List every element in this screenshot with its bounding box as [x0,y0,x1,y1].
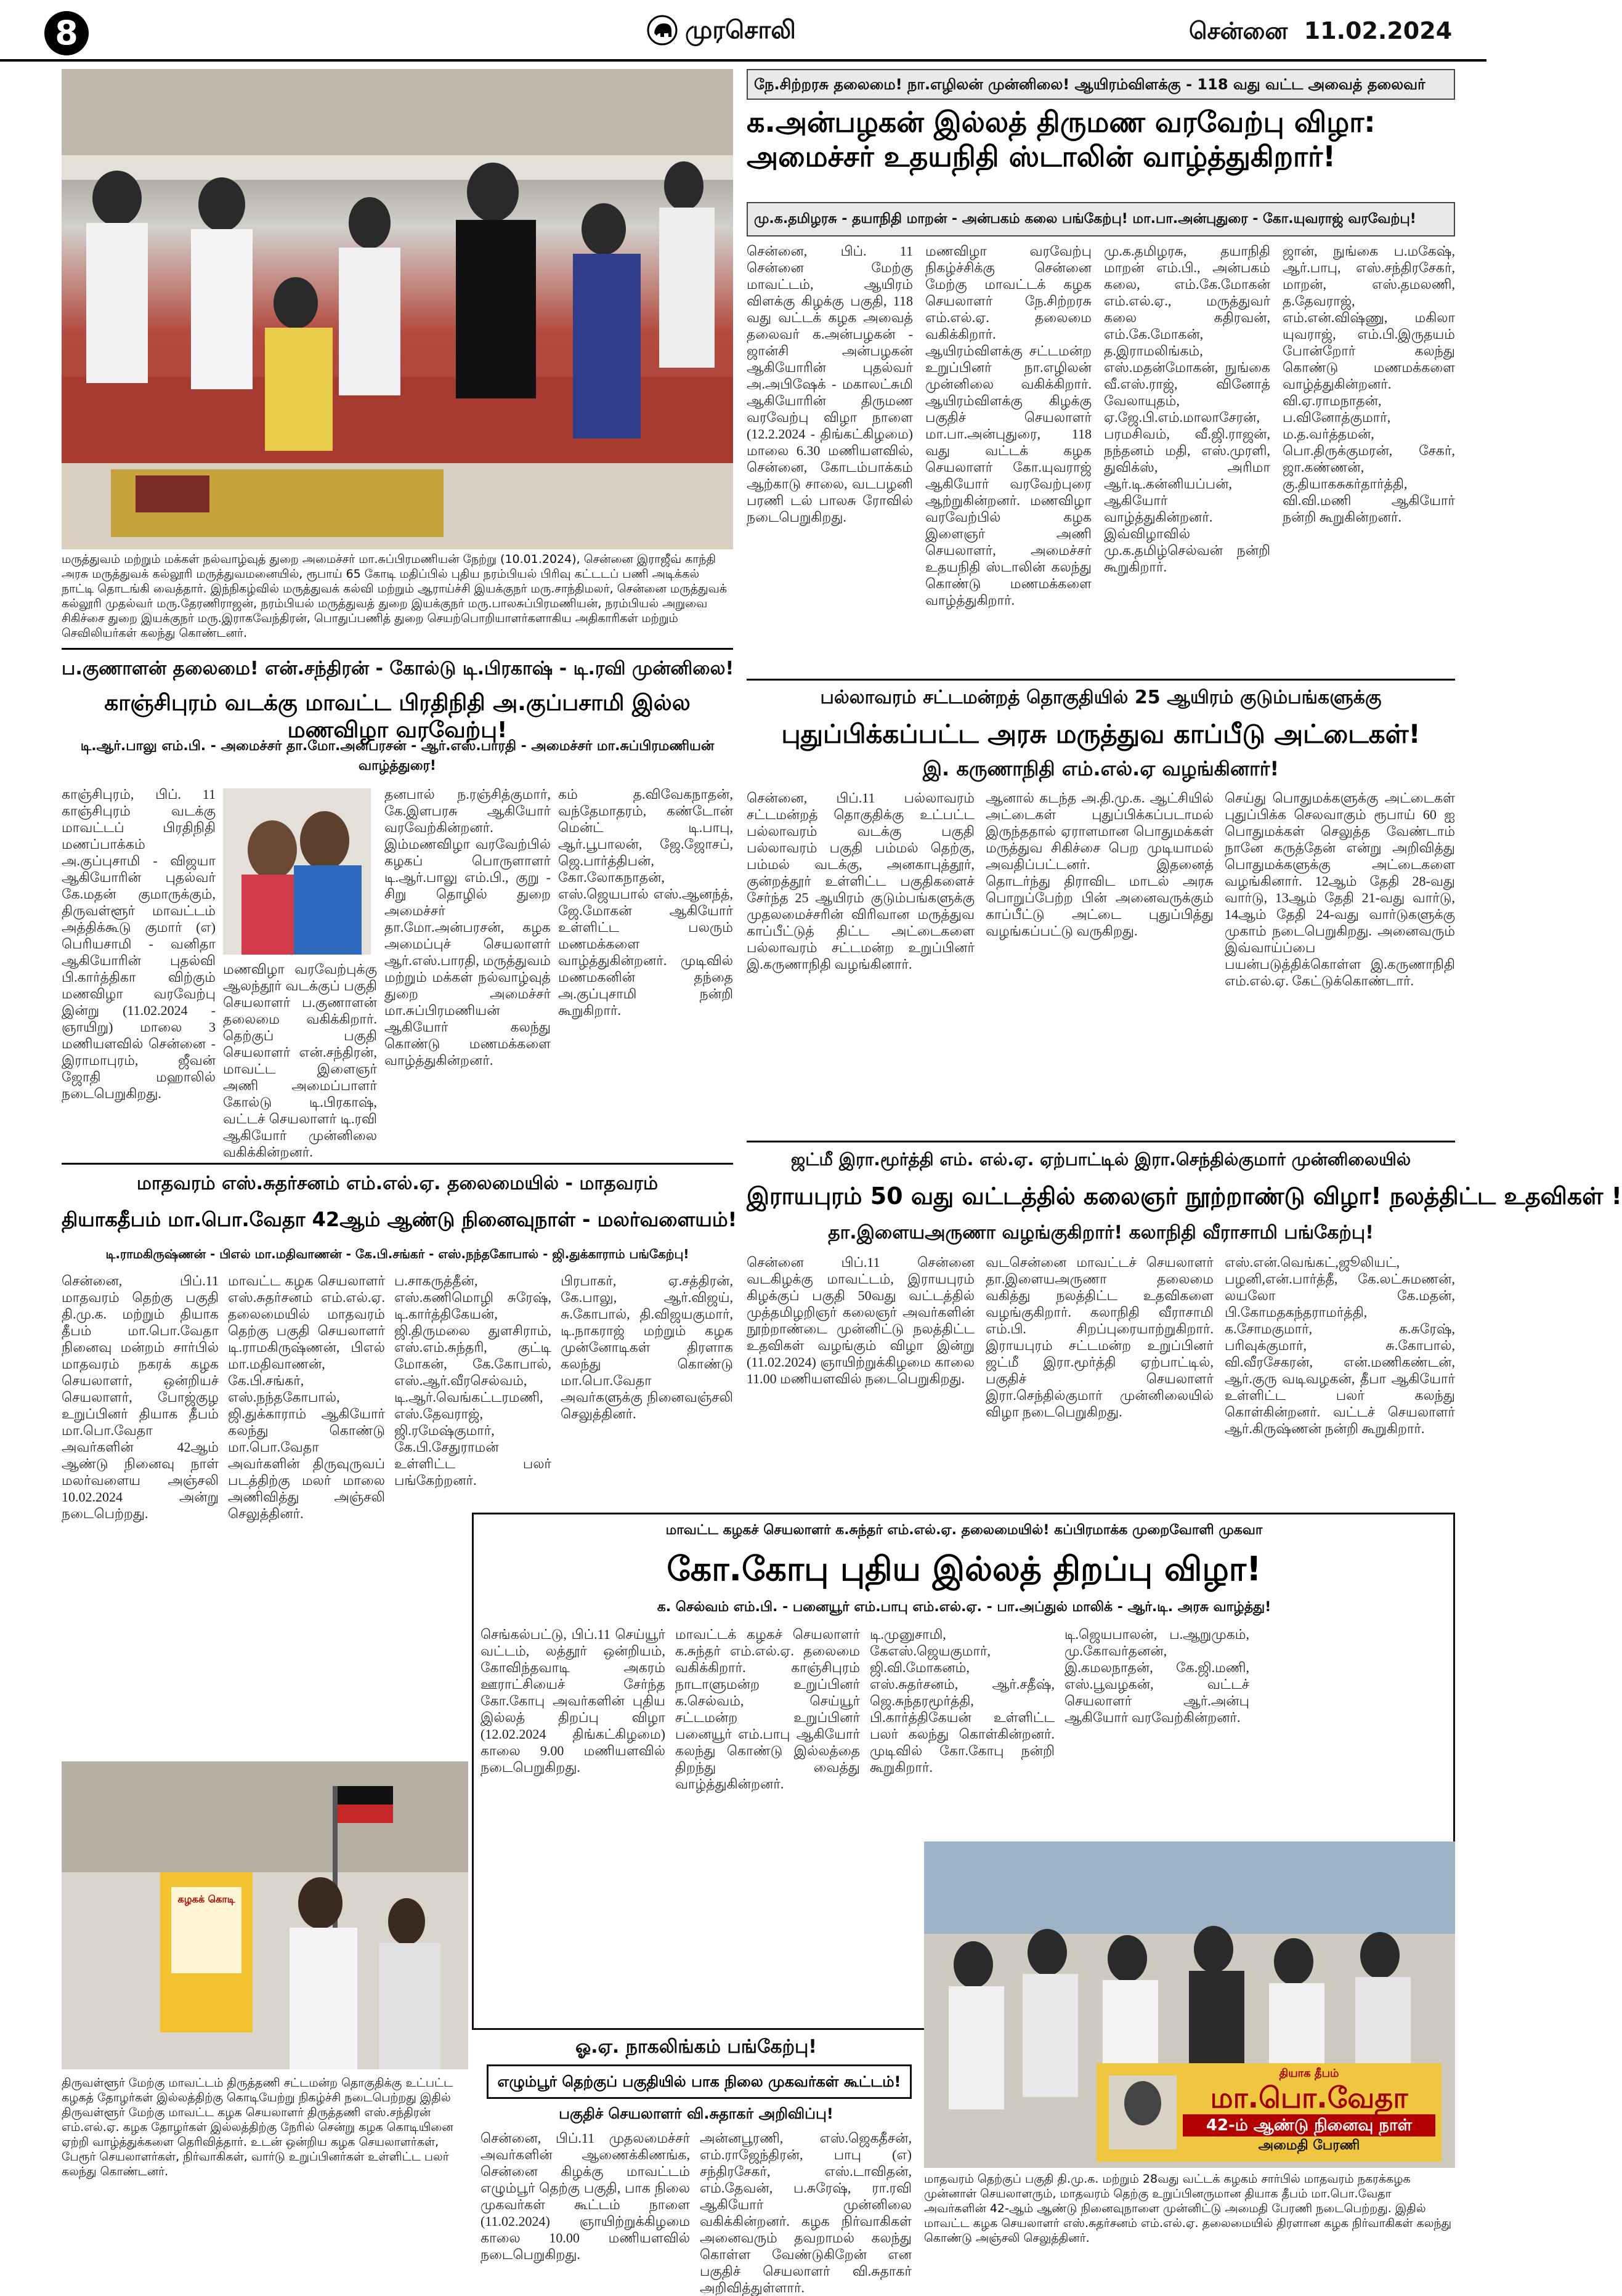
elephant-logo-icon [647,15,678,46]
flag-hoisting-scene-graphic [62,1761,468,2069]
section-divider [747,1141,1455,1142]
story1-kicker-bar [747,69,1455,100]
banner-event: 42-ம் ஆண்டு நினைவு நாள் [1183,2114,1435,2136]
story6-kicker: மாவட்ட கழகச் செயலாளர் க.சுந்தர் எம்.எல்.ஏ. தலைமையில்! கப்பிரமாக்க முறைவோளி முகவா [665,1522,1263,1538]
story3-headline: புதுப்பிக்கப்பட்ட அரசு மருத்துவ காப்பீடு அட்டைகள்! [781,719,1421,749]
flag-hoisting-caption: திருவள்ளூர் மேற்கு மாவட்டம் திருத்தணி சட்டமன்ற தொகுதிக்கு உட்பட்ட கழகத் தோழர்கள் இல்லத்திற்கு கொடியேற்று நிகழ்ச்சி நடைபெற்றது இதில் திருவள்ளூர் மேற்கு மாவட்ட கழக செயலாளர் திருத்தணி எஸ்.சந்திரன் எம்.எல்.ஏ. கழக தோழர்கள் இல்லத்திற்கு நேரில் சென்று கழக கொடியினை ஏற்றி வாழ்த்துக்களை தெரிவித்தார். உடன் ஒன்றிய கழக செயலாளர்கள், பேரூர் செயலாளர்கள், நிர்வாகிகள், வார்டு உறுப்பினர்கள் உள்ளிட்ட பலர் கலந்து கொண்டனர். [62,2076,453,2178]
story2-headline: காஞ்சிபுரம் வடக்கு மாவட்ட பிரதிநிதி அ.குப்பசாமி இல்ல மணவிழா வரவேற்பு! [104,690,691,743]
story4-subhead: தா.இளையஅருணா வழங்குகிறார்! கலாநிதி வீராசாமி பங்கேற்பு! [828,1222,1374,1243]
story2-subhead: டி.ஆர்.பாலு எம்.பி. - அமைச்சர் தா.மோ.அன்பரசன் - ஆர்.எஸ்.பாரதி - அமைச்சர் மா.சுப்பிரமணியன் வாழ்த்துரை! [80,738,715,774]
story6-column-4: டி.ஜெயபாலன், ப.ஆறுமுகம், மு.கோவர்தனன், இ.கமலநாதன், கே.ஜி.மணி, எஸ்.பூவழகன், வட்டச் செயலாளர் ஆர்.அன்பு ஆகியோர் வரவேற்கின்றனர். [1064,1627,1249,1725]
page-number: 8 [55,14,78,52]
section-divider [62,648,733,650]
city-date: சென்னை 11.02.2024 [1189,17,1453,44]
story2-column-4: கம் த.விவேகநாதன், வந்தேமாதரம், கண்டோன் மென்ட் டி.பாபு, ஆர்.பூபாலன், ஜே.ஜோசப், ஜெ.பார்த்திபன், கோ.லோகநாதன், எஸ்.ஜெயபால் எஸ்.ஆனந்த், ஜே.மோகன் ஆகியோர் உள்ளிட்ட பலரும் மணமக்களை வாழ்த்துகின்றனர். முடிவில் மணமகனின் தந்தை அ.குப்புசாமி நன்றி கூறுகிறார். [558,786,733,1018]
couple-portrait-graphic [223,788,371,955]
story7-subhead: பகுதிச் செயலாளர் வி.சுதாகர் அறிவிப்பு! [559,2105,833,2122]
story5-kicker: மாதவரம் எஸ்.சுதர்சனம் எம்.எல்.ஏ. தலைமையில் - மாதவரம் [136,1173,659,1194]
peace-rally-photo [924,1841,1455,2168]
masthead-rule [0,59,1486,62]
banner-sub: அமைதி பேரணி [1258,2138,1360,2153]
story7-column-2: அன்னபூரணி, எஸ்.ஜெகதீசன், எம்.ராஜேந்திரன், பாபு (எ) சந்திரசேகர், எஸ்.டாவிதன், எம்.தேவன், ப.சுரேஷ், ரா.ரவி ஆகியோர் முன்னிலை வகிக்கின்றனர். கழக நிர்வாகிகள் அனைவரும் தவறாமல் கலந்து கொள்ள வேண்டுகிறேன் என பகுதிச் செயலாளர் வி.சுதாகர் அறிவித்துள்ளார். [700,2130,912,2295]
story5-column-1: சென்னை, பிப்.11 மாதவரம் தெற்கு பகுதி தி.மு.க. மற்றும் தியாக தீபம் மா.பொ.வேதா நினைவு மன்றம் சார்பில் மாதவரம் நகரக் கழக செயலாளர், ஒன்றியச் செயலாளர், போஜ்குழ உறுப்பினர் தியாக தீபம் மா.பொ.வேதா அவர்களின் 42ஆம் ஆண்டு நினைவு நாள் மலர்வளைய அஞ்சலி 10.02.2024 அன்று நடைபெற்றது. [62,1273,219,1521]
story2-column-3: தனபால் ந.ரஞ்சித்குமார், கே.இளபரசு ஆகியோர் வரவேற்கின்றனர். இம்மணவிழா வரவேற்பில் கழகப் பொருளாளர் டி.ஆர்.பாலு எம்.பி., குறு - சிறு தொழில் துறை அமைச்சர் தா.மோ.அன்பரசன், கழக அமைப்புச் செயலாளர் ஆர்.எஸ்.பாரதி, மருத்துவம் மற்றும் மக்கள் நல்வாழ்வுத் துறை அமைச்சர் மா.சுப்பிரமணியன் ஆகியோர் கலந்து கொண்டு மணமக்களை வாழ்த்துகின்றனர். [384,786,551,1068]
section-divider [62,1163,733,1165]
story4-column-3: எஸ்.என்.வெங்கட்,ஜூலியட், பழனி,என்.பார்த்தீ, கே.லட்சுமணன், லயலோ கே.மதன், பி.கோமதகந்தராமர்த்தி, க.சோமகுமார், க.சுரேஷ், பரிவுக்குமார், சு.கோபால், வி.வீரசேகரன், என்.மணிகண்டன், ஆர்.குரு வடிவழகன், தீபா ஆகியோர் உள்ளிட்ட பலர் கலந்து கொள்கின்றனர். வட்டச் செயலாளர் ஆர்.கிருஷ்ணன் நன்றி கூறுகிறார். [1225,1255,1455,1436]
story5-subhead: டி.ராமகிருஷ்ணன் - பிஎல் மா.மதிவாணன் - கே.பி.சங்கர் - எஸ்.நந்தகோபால் - ஜி.துக்காராம் பங்கேற்பு! [105,1247,689,1261]
ceremony-scene-graphic [62,69,733,549]
story6-column-3: டி.முனுசாமி, கேஎஸ்.ஜெயகுமார், ஜி.வி.மோகனம், எஸ்.சுதர்சனம், ஆர்.சதீஷ், ஜெ.சுந்தரமூர்த்தி, பி.கார்த்திகேயன் உள்ளிட்ட பலர் கலந்து கொள்கின்றனர். முடிவில் கோ.கோபு நன்றி கூறுகிறார். [870,1627,1055,1775]
story1-column-3: மு.க.தமிழரசு, தயாநிதி மாறன் எம்.பி., அன்பகம் கலை, எம்.கே.மோகன் எம்.எல்.ஏ., மருத்துவர் கலை கதிரவன், எம்.கே.மோகன், த.இராமலிங்கம், எஸ்.மதன்மோகன், நுங்கை வீ.எஸ்.ராஜ், வினோத் வேலாயுதம், ஏ.ஜே.பி.எம்.மாலாசேரன், பரமசிவம், வீ.ஜி.ராஜன், நந்தனம் மதி, எஸ்.முரளி, துவிக்ஸ், அரிமா ஆர்.டி.கன்னியப்பன், ஆகியோர் வாழ்த்துகின்றனர். இவ்விழாவில் மு.க.தமிழ்செல்வன் நன்றி கூறுகிறார். [1104,243,1270,575]
banner-name: மா.பொ.வேதா [1210,2081,1408,2114]
paper-name: முரசொலி [685,16,796,44]
plaque-label: கழகக் கொடி [177,1893,235,1905]
peace-rally-caption: மாதவரம் தெற்குப் பகுதி தி.மு.க. மற்றும் 28வது வட்டக் கழகம் சார்பில் மாதவரம் நகரக்கழக முன்னாள் செயலாளரும், மாதவரம் தெற்கு உறுப்பினருமான தியாக தீபம் மா.பொ.வேதா அவர்களின் 42-ஆம் ஆண்டு நினைவுநாளை முன்னிட்டு அமைதி பேரணி நடைபெற்றது. இதில் மாவட்ட கழக செயலாளர் எஸ்.சுதர்சனம் எம்.எல்.ஏ. தலைமையில் திரளான கழக நிர்வாகிகள் கலந்து கொண்டு அஞ்சலி செலுத்தினர். [924,2172,1452,2245]
story6-subhead: க. செல்வம் எம்.பி. - பனையூர் எம்.பாபு எம்.எல்.ஏ. - பா.அப்துல் மாலிக் - ஆர்.டி. அரசு வாழ்த்து! [657,1599,1271,1615]
story3-kicker: பல்லாவரம் சட்டமன்றத் தொகுதியில் 25 ஆயிரம் குடும்பங்களுக்கு [820,687,1382,708]
story7-kicker: ஓ.ஏ. நாகலிங்கம் பங்கேற்பு! [575,2036,817,2058]
story6-column-1: செங்கல்பட்டு, பிப்.11 செய்யூர் வட்டம், லத்தூர் ஒன்றியம், கோவிந்தவாடி அகரம் ஊராட்சியைச் சேர்ந்த கோ.கோபு அவர்களின் புதிய இல்லத் திறப்பு விழா (12.02.2024 திங்கட்கிழமை) காலை 9.00 மணியளவில் நடைபெறுகிறது. [481,1627,665,1775]
story5-column-3: ப.சாகருத்தீன், எஸ்.கணிமொழி சுரேஷ், டி.கார்த்திகேயன், ஜி.திருமலை துளசிராம், எஸ்.எம்.சுந்தரி, குட்டி மோகன், கே.கோபால், எஸ்.ஆர்.வீரசெல்வம், டி.ஆர்.வெங்கட்டரமணி, எஸ்.தேவராஜ், ஜி.ரமேஷ்குமார், கே.பி.சேதுராமன் உள்ளிட்ட பலர் பங்கேற்றனர். [394,1273,551,1488]
story2-column-1: காஞ்சிபுரம், பிப். 11 காஞ்சிபுரம் வடக்கு மாவட்டப் பிரதிநிதி மணப்பாக்கம் அ.குப்புசாமி - விஜயா ஆகியோரின் புதல்வர் கே.மதன் குமாருக்கும், திருவள்ளூர் மாவட்டம் அத்திக்கூடு குமார் (எ) பெரியசாமி - வனிதா ஆகியோரின் புதல்வி பி.கார்த்திகா விற்கும் மணவிழா வரவேற்பு இன்று (11.02.2024 - ஞாயிறு) மாலை 3 மணியளவில் சென்னை - இராமாபுரம், ஜீவன் ஜோதி மஹாலில் நடைபெறுகிறது. [62,786,216,1101]
story1-kicker: நே.சிற்றரசு தலைமை! நா.எழிலன் முன்னிலை! ஆயிரம்விளக்கு - 118 வது வட்ட அவைத் தலைவர் [754,76,1425,93]
story5-column-2: மாவட்ட கழக செயலாளர் எஸ்.சுதர்சனம் எம்.எல்.ஏ. தலைமையில் மாதவரம் தெற்கு பகுதி செயலாளர் டி.ராமகிருஷ்ணன், பிஎல் மா.மதிவாணன், கே.பி.சங்கர், எஸ்.நந்தகோபால், ஜி.துக்காராம் ஆகியோர் கலந்து கொண்டு மா.பொ.வேதா அவர்களின் திருவுருவப் படத்திற்கு மலர் மாலை அணிவித்து அஞ்சலி செலுத்தினர். [228,1273,385,1521]
page-number-badge [44,11,89,55]
story7-headline: எழும்பூர் தெற்குப் பகுதியில் பாக நிலை முகவர்கள் கூட்டம்! [497,2073,901,2090]
story5-headline: தியாகதீபம் மா.பொ.வேதா 42ஆம் ஆண்டு நினைவுநாள் - மலர்வளையம்! [62,1208,737,1231]
masthead [0,0,1486,62]
story6-headline: கோ.கோபு புதிய இல்லத் திறப்பு விழா! [667,1550,1262,1588]
banner-small: தியாக தீபம் [1279,2067,1339,2080]
ceremony-photo-caption: மருத்துவம் மற்றும் மக்கள் நல்வாழ்வுத் துறை அமைச்சர் மா.சுப்பிரமணியன் நேற்று (10.01.2024), சென்னை இராஜீவ் காந்தி அரசு மருத்துவக் கல்லூரி மருத்துவமனையில், ரூபாய் 65 கோடி மதிப்பில் புதிய நரம்பியல் பிரிவு கட்டடப் பணி அடிக்கல் நாட்டி தொடங்கி வைத்தார். இந்நிகழ்வில் மருத்துவக் கல்வி மற்றும் ஆராய்ச்சி இயக்குநர் மரு.சாந்திமலர், சென்னை மருத்துவக் கல்லூரி முதல்வர் மரு.தேரணிராஜன், நரம்பியல் மருத்துவத் துறை இயக்குநர் மரு.பாலசுப்பிரமணியன், நரம்பியல் அறுவை சிகிச்சை துறை இயக்குநர் மரு.இராகவேந்திரன், பொதுப்பணித் துறை செயற்பொறியாளர்களாகிய அதிகாரிகள் மற்றும் செவிலியர்கள் கலந்து கொண்டனர். [62,552,727,640]
couple-photo [223,788,371,955]
story3-column-2: ஆனால் கடந்த அ.தி.மு.க. ஆட்சியில் அட்டைகள் புதுப்பிக்கப்படாமல் இருந்ததால் ஏராளமான பொதுமக்கள் மருத்துவ சிகிச்சை பெற முடியாமல் அவதிப்பட்டனர். இதனைத் தொடர்ந்து திராவிட மாடல் அரசு பொறுப்பேற்ற பின் அனைவருக்கும் காப்பீட்டு அட்டை புதுப்பித்து வழங்கப்பட்டு வருகிறது. [986,790,1214,939]
story1-subhead-bar [747,202,1455,236]
story1-column-1: சென்னை, பிப். 11 சென்னை மேற்கு மாவட்டம், ஆயிரம் விளக்கு கிழக்கு பகுதி, 118 வது வட்டக் கழக அவைத் தலைவர் க.அன்பழகன் - ஜான்சி அன்பழகன் ஆகியோரின் புதல்வர் அ.அபிஷேக் - மகாலட்சுமி ஆகியோரின் திருமண வரவேற்பு விழா நாளை (12.2.2024 - திங்கட்கிழமை) மாலை 6.30 மணியளவில், சென்னை, கோடம்பாக்கம் ஆற்காடு சாலை, வடபழனி பரணி டல் பாலசு ரோவில் நடைபெறுகிறது. [747,243,913,525]
story3-subhead: இ. கருணாநிதி எம்.எல்.ஏ வழங்கினார்! [922,757,1279,780]
story2-kicker: ப.குணாளன் தலைமை! என்.சந்திரன் - கோல்டு டி.பிரகாஷ் - டி.ரவி முன்னிலை! [62,658,734,679]
story4-column-1: சென்னை பிப்.11 சென்னை வடகிழக்கு மாவட்டம், இராயபுரம் கிழக்குப் பகுதி 50வது வட்டத்தில் முத்தமிழறிஞர் கலைஞர் அவர்களின் நூற்றாண்டை முன்னிட்டு நலத்திட்ட உதவிகள் வழங்கும் விழா இன்று (11.02.2024) ஞாயிற்றுக்கிழமை காலை 11.00 மணியளவில் நடைபெறுகிறது. [747,1255,975,1386]
story3-column-1: சென்னை, பிப்.11 பல்லாவரம் சட்டமன்றத் தொகுதிக்கு உட்பட்ட பல்லாவரம் வடக்கு பகுதி பல்லாவரம் பகுதி பம்மல் தெற்கு, பம்மல் வடக்கு, அனகாபுத்தூர், குன்றத்தூர் உள்ளிட்ட பகுதிகளைச் சேர்ந்த 25 ஆயிரம் குடும்பங்களுக்கு முதலமைச்சரின் விரிவான மருத்துவ காப்பீட்டுத் திட்ட அட்டைகளை பல்லாவரம் சட்டமன்ற உறுப்பினர் இ.கருணாநிதி வழங்கினார். [747,790,975,972]
story1-headline: க.அன்பழகன் இல்லத் திருமண வரவேற்பு விழா: அமைச்சர் உதயநிதி ஸ்டாலின் வாழ்த்துகிறார்! [747,105,1376,173]
section-divider [747,679,1455,681]
story4-headline: இராயபுரம் 50 வது வட்டத்தில் கலைஞர் நூற்றாண்டு விழா! நலத்திட்ட உதவிகள் ! [747,1182,1622,1210]
story3-column-3: செய்து பொதுமக்களுக்கு அட்டைகள் புதுப்பிக்க செலவாகும் ரூபாய் 60 ஐ பொதுமக்கள் செலுத்த வேண்டாம் நானே கருத்தேன் என்று அறிவித்து பொதுமக்களுக்கு அட்டைகளை வழங்கினார். 12ஆம் தேதி 28-வது வார்டு, 13ஆம் தேதி 21-வது வார்டு, 14ஆம் தேதி 24-வது வார்டுகளுக்கு முகாம் நடைபெறுகிறது. அனைவரும் இவ்வாய்ப்பை பயன்படுத்திக்கொள்ள இ.கருணாநிதி எம்.எல்.ஏ. கேட்டுக்கொண்டார். [1225,790,1455,988]
story6-column-2: மாவட்டக் கழகச் செயலாளர் க.சுந்தர் எம்.எல்.ஏ. தலைமை வகிக்கிறார். காஞ்சிபுரம் நாடாளுமன்ற உறுப்பினர் க.செல்வம், செய்யூர் சட்டமன்ற உறுப்பினர் பனையூர் எம்.பாபு ஆகியோர் கலந்து கொண்டு இல்லத்தை திறந்து வைத்து வாழ்த்துகின்றனர். [675,1627,860,1792]
story4-kicker: ஜட்மீ இரா.மூர்த்தி எம். எல்.ஏ. ஏற்பாட்டில் இரா.செந்தில்குமார் முன்னிலையில் [790,1149,1411,1170]
section-divider [472,1513,1455,1514]
story5-column-4: பிரபாகர், ஏ.சத்திரன், கே.பாலு, ஆர்.விஜய், சு.கோபால், தி.விஜயகுமார், டி.நாகராஜ் மற்றும் கழக முன்னோடிகள் திரளாக கலந்து கொண்டு மா.பொ.வேதா அவர்களுக்கு நினைவஞ்சலி செலுத்தினர். [561,1273,733,1421]
story1-column-2: மணவிழா வரவேற்பு நிகழ்ச்சிக்கு சென்னை மேற்கு மாவட்டக் கழக செயலாளர் நே.சிற்றரசு எம்.எல்.ஏ. தலைமை வகிக்கிறார். ஆயிரம்விளக்கு சட்டமன்ற உறுப்பினர் நா.எழிலன் முன்னிலை வகிக்கிறார். ஆயிரம்விளக்கு கிழக்கு பகுதிச் செயலாளர் மா.பா.அன்புதுரை, 118 வது வட்டக் கழக செயலாளர் கோ.யுவராஜ் ஆகியோர் வரவேற்புரை ஆற்றுகின்றனர். மணவிழா வரவேற்பில் கழக இளைஞர் அணி செயலாளர், அமைச்சர் உதயநிதி ஸ்டாலின் கலந்து கொண்டு மணமக்களை வாழ்த்துகிறார். [925,243,1092,608]
story7-column-1: சென்னை, பிப்.11 முதலமைச்சர் அவர்களின் ஆணைக்கிணங்க, சென்னை கிழக்கு மாவட்டம் எழும்பூர் தெற்கு பகுதி, பாக நிலை முகவர்கள் கூட்டம் நாளை (11.02.2024) ஞாயிற்றுக்கிழமை காலை 10.00 மணியளவில் நடைபெறுகிறது. [481,2130,690,2262]
story1-column-4: ஜான், நுங்கை ப.மகேஷ், ஆர்.பாபு, எஸ்.சந்திரசேகர், மாறன், எஸ்.தமலணி, த.தேவராஜ், எம்.என்.விஷ்ணு, மகிலா யுவராஜ், எம்.பி.இருதயம் போன்றோர் கலந்து கொண்டு மணமக்களை வாழ்த்துகின்றனர். வி.ஏ.ராமநாதன், ப.வினோத்குமார், ம.த.வர்த்தமன், பொ.திருக்குமரன், சேகர், ஜா.கண்ணன், கு.தியாகசுகர்தார்த்தி, வி.வி.மணி ஆகியோர் நன்றி கூறுகின்றனர். [1283,243,1455,525]
story1-subhead: மு.க.தமிழரசு - தயாநிதி மாறன் - அன்பகம் கலை பங்கேற்பு! மா.பா.அன்புதுரை - கோ.யுவராஜ் வரவேற்பு! [754,211,1416,227]
ceremony-photo [62,69,733,549]
banner-text-block [1183,2067,1435,2159]
story4-column-2: வடசென்னை மாவட்டச் செயலாளர் தா.இளையஅருணா தலைமை வகித்து நலத்திட்ட உதவிகளை வழங்குகிறார். கலாநிதி வீராசாமி எம்.பி. சிறப்புரையாற்றுகிறார். இராயபுரம் சட்டமன்ற உறுப்பினர் ஜட்மீ இரா.மூர்த்தி ஏற்பாட்டில், பகுதிச் செயலாளர் இரா.செந்தில்குமார் முன்னிலையில் விழா நடைபெறுகிறது. [986,1255,1214,1420]
flag-hoisting-photo [62,1761,468,2069]
story2-column-2: மணவிழா வரவேற்புக்கு ஆலந்தூர் வடக்குப் பகுதி செயலாளர் ப.குணாளன் தலைமை வகிக்கிறார். தெற்குப் பகுதி செயலாளர் என்.சந்திரன், மாவட்ட இளைஞர் அணி அமைப்பாளர் கோல்டு டி.பிரகாஷ், வட்டச் செயலாளர் டி.ரவி ஆகியோர் முன்னிலை வகிக்கின்றனர். [223,961,377,1160]
